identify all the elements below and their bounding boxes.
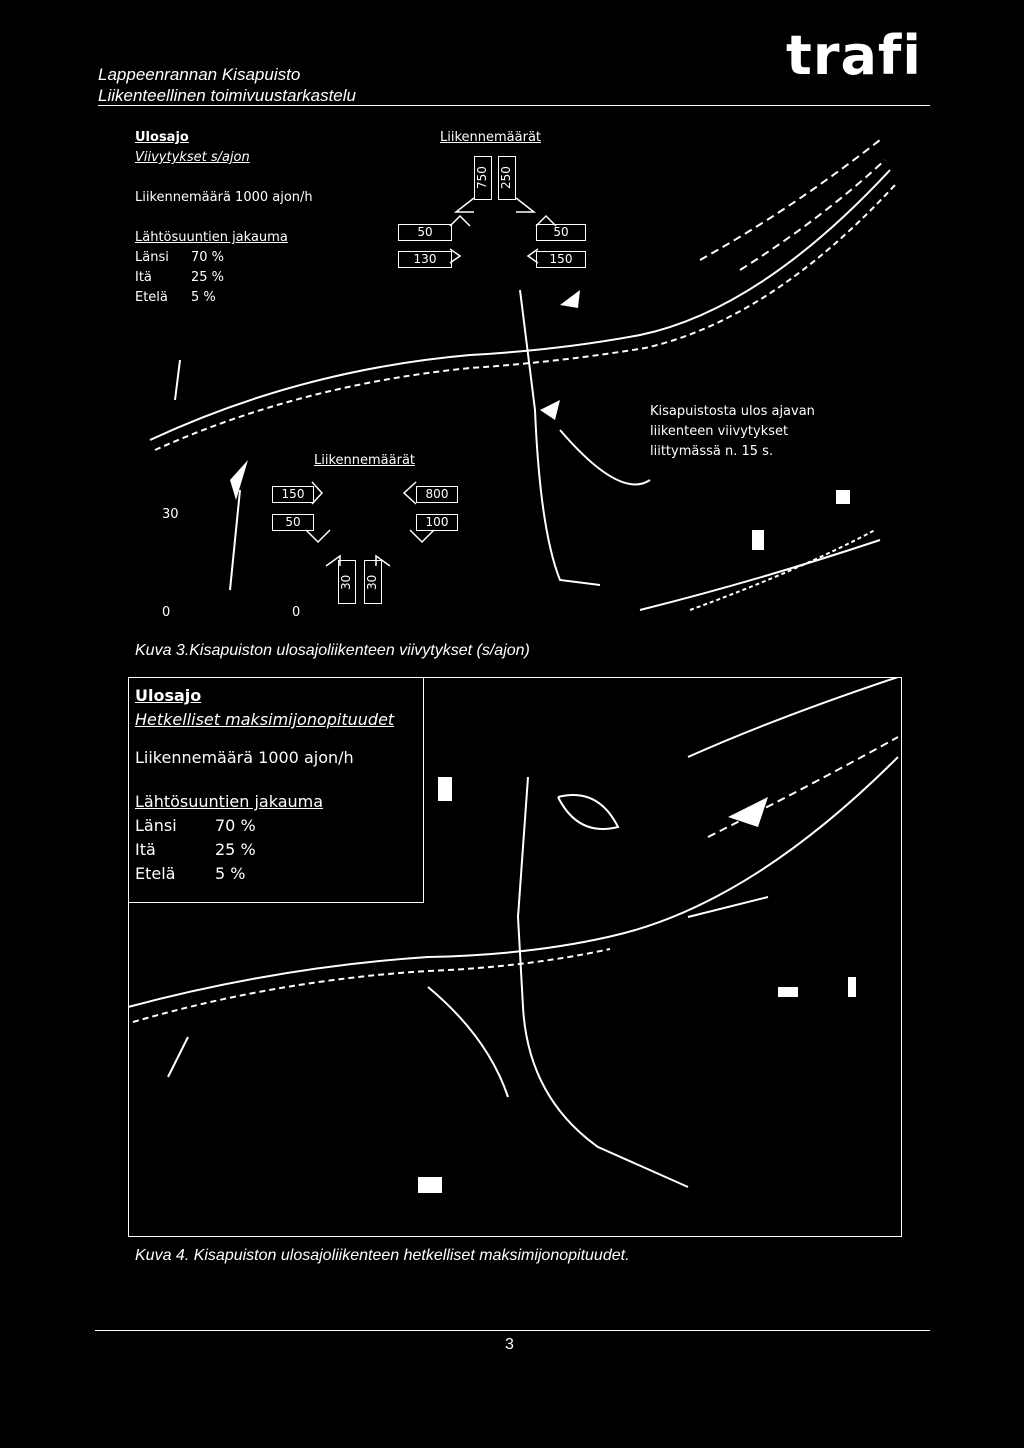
fig3-arrow-bot-up-right	[376, 556, 390, 566]
fig3-arrow-bot-down-right	[410, 530, 434, 542]
fig3-volume: Liikennemäärä 1000 ajon/h	[135, 190, 313, 205]
fig3-top-box-l130: 130	[398, 251, 452, 268]
fig4-bldg-4	[728, 797, 768, 827]
header-rule	[98, 105, 930, 106]
fig4-road-side	[518, 777, 688, 1187]
fig4-dist-row: Länsi 70 %	[135, 816, 256, 835]
fig4-road-east	[688, 897, 768, 917]
fig4-road-main-dashed	[133, 949, 610, 1022]
fig4-dist-title: Lähtösuuntien jakauma	[135, 792, 324, 811]
fig4-legend	[128, 677, 424, 903]
fig3-arrow-top-left	[456, 198, 474, 212]
fig4-road-south	[428, 987, 508, 1097]
fig3-map-label-0: 0	[162, 605, 171, 620]
fig3-bldg-2	[540, 400, 560, 420]
footer-rule	[95, 1330, 930, 1331]
fig3-arrow-right	[450, 249, 460, 263]
fig3-bottom-label: Liikennemäärät	[314, 453, 416, 468]
fig3-top-box-l50: 50	[398, 224, 452, 241]
fig3-road-loop	[560, 430, 650, 484]
fig3-bldg-4	[752, 530, 764, 550]
fig3-top-box-750: 750	[474, 156, 492, 200]
fig3-dist-row: Itä 25 %	[135, 270, 225, 285]
page-number: 3	[505, 1336, 514, 1353]
fig3-arrow-bot-left	[404, 482, 416, 504]
fig3-arrow-up-right	[536, 216, 556, 226]
fig3-map-label-30: 30	[162, 507, 179, 522]
trafi-logo: trafi	[786, 24, 922, 87]
fig3-bldg-3	[836, 490, 850, 504]
fig3-dist-title: Lähtösuuntien jakauma	[135, 230, 288, 245]
fig4-caption: Kuva 4. Kisapuiston ulosajoliikenteen hetkelliset maksimijonopituudet.	[135, 1247, 630, 1264]
fig3-arrow-bot-right	[312, 482, 322, 504]
fig3-bot-box-l50: 50	[272, 514, 314, 531]
fig3-arrow-top-right	[516, 198, 534, 212]
fig4-bldg-2	[778, 987, 798, 997]
fig4-subtitle: Hetkelliset maksimijonopituudet	[135, 710, 395, 729]
fig4-road-ne	[688, 677, 898, 757]
fig3-note-line: Kisapuistosta ulos ajavan	[650, 404, 815, 419]
fig3-arrow-left	[528, 249, 538, 263]
fig4-volume: Liikennemäärä 1000 ajon/h	[135, 748, 354, 767]
fig3-top-box-r50: 50	[536, 224, 586, 241]
fig3-bot-box-30a: 30	[338, 560, 356, 604]
fig3-top-label: Liikennemäärät	[440, 130, 542, 145]
fig3-arrow-bot-up-left	[326, 556, 340, 566]
fig3-road-rail	[640, 540, 880, 610]
fig3-road-west2	[175, 360, 180, 400]
fig3-subtitle: Viivytykset s/ajon	[135, 150, 250, 165]
doc-subtitle: Liikenteellinen toimivuustarkastelu	[98, 86, 356, 105]
fig4-bldg-3	[848, 977, 856, 997]
fig3-arrow-bot-down-left	[306, 530, 330, 542]
fig3-top-box-250: 250	[498, 156, 516, 200]
fig3-arrow-up-left	[450, 216, 470, 226]
fig3-road-ne2	[740, 160, 885, 270]
fig4-dist-row: Etelä 5 %	[135, 864, 246, 883]
fig4-title: Ulosajo	[135, 686, 202, 705]
fig3-bot-box-l150: 150	[272, 486, 314, 503]
fig4-bldg-1	[418, 1177, 442, 1193]
fig4-road-west	[168, 1037, 188, 1077]
fig3-bot-box-r800: 800	[416, 486, 458, 503]
fig3-map-label-0b: 0	[292, 605, 301, 620]
fig3-note-line: liittymässä n. 15 s.	[650, 444, 774, 459]
fig3-bldg-5	[560, 290, 580, 308]
fig4-pond	[558, 795, 618, 829]
fig3-road-side	[520, 290, 600, 585]
fig3-bottom-arrows	[300, 476, 440, 576]
fig3-top-arrows	[440, 170, 570, 280]
fig4-bldg-5	[438, 777, 452, 801]
fig3-caption: Kuva 3.Kisapuiston ulosajoliikenteen viivytykset (s/ajon)	[135, 642, 530, 659]
fig3-dist-row: Etelä 5 %	[135, 290, 216, 305]
fig3-road-west	[230, 490, 240, 590]
fig3-bot-box-30b: 30	[364, 560, 382, 604]
fig4-dist-row: Itä 25 %	[135, 840, 256, 859]
fig3-note-line: liikenteen viivytykset	[650, 424, 789, 439]
fig3-road-ne	[700, 140, 880, 260]
fig3-title: Ulosajo	[135, 130, 189, 145]
fig3-bot-box-r100: 100	[416, 514, 458, 531]
fig3-dist-row: Länsi 70 %	[135, 250, 225, 265]
fig3-top-box-r150: 150	[536, 251, 586, 268]
fig4-road-ne2	[708, 737, 898, 837]
doc-title: Lappeenrannan Kisapuisto	[98, 65, 301, 84]
